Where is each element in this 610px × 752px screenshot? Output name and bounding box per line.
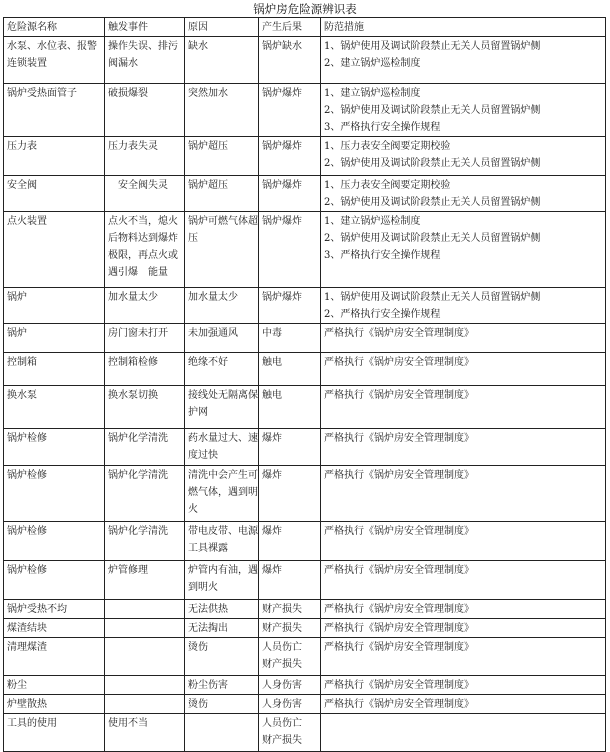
cell-text: 药水量过大、速度过快: [188, 433, 258, 461]
cell-hazard: [4, 137, 105, 176]
cell-text: 锅炉爆炸: [262, 141, 302, 152]
cell-text: 严格执行《锅炉房安全管理制度》: [324, 470, 474, 481]
cell-text: 1、锅炉使用及调试阶段禁止无关人员留置锅炉侧: [324, 41, 541, 52]
cell-text: 清理煤渣: [7, 642, 47, 653]
cell-text: 工具的使用: [7, 718, 57, 729]
cell-text: 严格执行《锅炉房安全管理制度》: [324, 699, 474, 710]
table-row: [4, 466, 606, 522]
cell-hazard: [4, 353, 105, 386]
cell-trigger: [105, 37, 185, 84]
cell-consequence: [259, 288, 321, 324]
cell-text: 严格执行《锅炉房安全管理制度》: [324, 604, 474, 615]
cell-text: 人员伤亡: [262, 642, 302, 653]
cell-trigger: [105, 619, 185, 638]
cell-consequence: [259, 466, 321, 522]
cell-text: 加水量太少: [108, 292, 158, 303]
cell-text: 2、严格执行安全操作规程: [324, 309, 441, 320]
cell-text: 带电皮带、电源工具裸露: [188, 526, 258, 554]
cell-hazard: [4, 429, 105, 466]
cell-text: 房门窗未打开: [108, 328, 168, 339]
cell-text: 触电: [262, 357, 282, 368]
table-row: [4, 638, 606, 676]
cell-text: 2、锅炉使用及调试阶段禁止无关人员留置锅炉侧: [324, 197, 541, 208]
cell-measures: [321, 600, 606, 619]
cell-text: 换水泵切换: [108, 390, 158, 401]
table-body: [4, 37, 606, 752]
cell-cause: [185, 695, 259, 714]
cell-consequence: [259, 212, 321, 288]
cell-measures: [321, 353, 606, 386]
cell-text: 锅炉化学清洗: [108, 526, 168, 537]
cell-trigger: [105, 324, 185, 353]
cell-text: 3、严格执行安全操作规程: [324, 122, 441, 133]
cell-cause: [185, 522, 259, 561]
table-row: [4, 137, 606, 176]
cell-text: 爆炸: [262, 526, 282, 537]
cell-text: 严格执行《锅炉房安全管理制度》: [324, 357, 474, 368]
cell-text: 财产损失: [262, 623, 302, 634]
cell-text: 烫伤: [188, 699, 208, 710]
cell-text: 绝缘不好: [188, 357, 228, 368]
cell-consequence: [259, 137, 321, 176]
cell-trigger: [105, 353, 185, 386]
cell-text: 炉管修理: [108, 565, 148, 576]
table-row: [4, 600, 606, 619]
cell-text: 安全阀: [7, 180, 37, 191]
table-row: [4, 561, 606, 600]
table-row: [4, 353, 606, 386]
cell-consequence: [259, 84, 321, 137]
cell-text: 水泵、水位表、报警连锁装置: [7, 41, 97, 69]
cell-text: 点火不当，熄火后物料达到爆炸极限，再点火或遇引爆 能量: [108, 216, 178, 278]
cell-consequence: [259, 429, 321, 466]
cell-text: 锅炉爆炸: [262, 180, 302, 191]
cell-text: 锅炉检修: [7, 470, 47, 481]
cell-text: 锅炉超压: [188, 180, 228, 191]
cell-consequence: [259, 386, 321, 429]
cell-cause: [185, 386, 259, 429]
table-row: [4, 429, 606, 466]
header-cell-trigger: 触发事件: [105, 18, 185, 37]
table-row: [4, 714, 606, 752]
cell-cause: [185, 37, 259, 84]
cell-text: 加水量太少: [188, 292, 238, 303]
cell-consequence: [259, 695, 321, 714]
table-row: [4, 37, 606, 84]
cell-text: 人身伤害: [262, 699, 302, 710]
cell-consequence: [259, 324, 321, 353]
cell-text: 无法掏出: [188, 623, 228, 634]
cell-text: 炉壁散热: [7, 699, 47, 710]
cell-consequence: [259, 638, 321, 676]
cell-cause: [185, 324, 259, 353]
cell-text: 触电: [262, 390, 282, 401]
cell-text: 清洗中会产生可燃气体，遇到明火: [188, 470, 258, 515]
cell-hazard: [4, 37, 105, 84]
cell-trigger: [105, 176, 185, 212]
cell-measures: [321, 386, 606, 429]
header-row: [4, 18, 606, 37]
cell-cause: [185, 561, 259, 600]
cell-measures: [321, 466, 606, 522]
cell-cause: [185, 288, 259, 324]
cell-cause: [185, 137, 259, 176]
cell-text: 1、压力表安全阀要定期校验: [324, 180, 451, 191]
cell-cause: [185, 600, 259, 619]
cell-measures: [321, 84, 606, 137]
cell-hazard: [4, 695, 105, 714]
cell-hazard: [4, 676, 105, 695]
cell-text: 缺水: [188, 41, 208, 52]
cell-text: 压力表: [7, 141, 37, 152]
cell-text: 2、锅炉使用及调试阶段禁止无关人员留置锅炉侧: [324, 158, 541, 169]
cell-text: 使用不当: [108, 718, 148, 729]
cell-text: 1、建立锅炉巡检制度: [324, 88, 421, 99]
cell-measures: [321, 324, 606, 353]
cell-text: 中毒: [262, 328, 282, 339]
cell-hazard: [4, 619, 105, 638]
cell-hazard: [4, 324, 105, 353]
cell-text: 烫伤: [188, 642, 208, 653]
cell-text: 操作失误、排污阀漏水: [108, 41, 178, 69]
cell-trigger: [105, 212, 185, 288]
table-row: [4, 522, 606, 561]
table-row: [4, 676, 606, 695]
cell-measures: [321, 137, 606, 176]
document-title: 锅炉房危险源辨识表: [253, 2, 357, 16]
cell-text: 财产损失: [262, 604, 302, 615]
cell-text: 财产损失: [262, 735, 302, 746]
cell-text: 2、建立锅炉巡检制度: [324, 58, 421, 69]
cell-measures: [321, 288, 606, 324]
cell-cause: [185, 714, 259, 752]
cell-consequence: [259, 600, 321, 619]
cell-consequence: [259, 619, 321, 638]
cell-text: 严格执行《锅炉房安全管理制度》: [324, 642, 474, 653]
cell-trigger: [105, 522, 185, 561]
cell-text: 爆炸: [262, 470, 282, 481]
cell-hazard: [4, 638, 105, 676]
cell-text: 严格执行《锅炉房安全管理制度》: [324, 623, 474, 634]
cell-trigger: [105, 600, 185, 619]
cell-text: 控制箱检修: [108, 357, 158, 368]
cell-hazard: [4, 386, 105, 429]
cell-text: 未加强通风: [188, 328, 238, 339]
cell-cause: [185, 466, 259, 522]
cell-text: 炉管内有油，遇到明火: [188, 565, 258, 593]
cell-text: 突然加水: [188, 88, 228, 99]
cell-hazard: [4, 84, 105, 137]
cell-text: 锅炉爆炸: [262, 88, 302, 99]
cell-text: 接线处无隔离保护网: [188, 390, 258, 418]
table-row: [4, 619, 606, 638]
table-row: [4, 176, 606, 212]
cell-text: 锅炉检修: [7, 526, 47, 537]
cell-hazard: [4, 212, 105, 288]
cell-hazard: [4, 466, 105, 522]
cell-text: 2、锅炉使用及调试阶段禁止无关人员留置锅炉侧: [324, 233, 541, 244]
cell-measures: [321, 638, 606, 676]
cell-text: 粉尘伤害: [188, 680, 228, 691]
cell-text: 人员伤亡: [262, 718, 302, 729]
cell-text: 锅炉受热不均: [7, 604, 67, 615]
cell-measures: [321, 714, 606, 752]
cell-measures: [321, 429, 606, 466]
cell-consequence: [259, 176, 321, 212]
cell-text: 严格执行《锅炉房安全管理制度》: [324, 328, 474, 339]
cell-text: 2、锅炉使用及调试阶段禁止无关人员留置锅炉侧: [324, 105, 541, 116]
cell-trigger: [105, 137, 185, 176]
cell-text: 锅炉: [7, 328, 27, 339]
cell-hazard: [4, 600, 105, 619]
cell-text: 锅炉受热面管子: [7, 88, 77, 99]
table-row: [4, 695, 606, 714]
cell-text: 锅炉化学清洗: [108, 470, 168, 481]
cell-measures: [321, 676, 606, 695]
cell-text: 爆炸: [262, 433, 282, 444]
cell-trigger: [105, 695, 185, 714]
cell-text: 安全阀失灵: [108, 180, 168, 191]
cell-measures: [321, 176, 606, 212]
cell-trigger: [105, 466, 185, 522]
cell-cause: [185, 176, 259, 212]
cell-hazard: [4, 522, 105, 561]
cell-cause: [185, 353, 259, 386]
header-cell-hazard: 危险源名称: [4, 18, 105, 37]
cell-trigger: [105, 638, 185, 676]
cell-hazard: [4, 288, 105, 324]
cell-text: 点火装置: [7, 216, 47, 227]
cell-text: 煤渣结块: [7, 623, 47, 634]
cell-trigger: [105, 561, 185, 600]
cell-trigger: [105, 386, 185, 429]
table-row: [4, 386, 606, 429]
cell-text: 1、锅炉使用及调试阶段禁止无关人员留置锅炉侧: [324, 292, 541, 303]
cell-trigger: [105, 429, 185, 466]
cell-cause: [185, 429, 259, 466]
cell-trigger: [105, 676, 185, 695]
cell-text: 锅炉检修: [7, 433, 47, 444]
cell-text: 锅炉: [7, 292, 27, 303]
cell-consequence: [259, 522, 321, 561]
cell-cause: [185, 676, 259, 695]
cell-text: 锅炉可燃气体超压: [188, 216, 258, 244]
cell-text: 爆炸: [262, 565, 282, 576]
cell-text: 严格执行《锅炉房安全管理制度》: [324, 526, 474, 537]
cell-measures: [321, 695, 606, 714]
cell-text: 3、严格执行安全操作规程: [324, 250, 441, 261]
cell-cause: [185, 84, 259, 137]
cell-cause: [185, 619, 259, 638]
cell-measures: [321, 37, 606, 84]
cell-text: 锅炉爆炸: [262, 216, 302, 227]
cell-measures: [321, 561, 606, 600]
cell-text: 粉尘: [7, 680, 27, 691]
header-cell-consequence: 产生后果: [259, 18, 321, 37]
cell-text: 严格执行《锅炉房安全管理制度》: [324, 565, 474, 576]
cell-text: 无法供热: [188, 604, 228, 615]
cell-text: 1、压力表安全阀要定期校验: [324, 141, 451, 152]
cell-text: 锅炉缺水: [262, 41, 302, 52]
cell-text: 控制箱: [7, 357, 37, 368]
cell-hazard: [4, 714, 105, 752]
cell-text: 破损爆裂: [108, 88, 148, 99]
cell-consequence: [259, 37, 321, 84]
cell-text: 人身伤害: [262, 680, 302, 691]
cell-consequence: [259, 714, 321, 752]
cell-measures: [321, 212, 606, 288]
cell-text: 严格执行《锅炉房安全管理制度》: [324, 390, 474, 401]
table-row: [4, 84, 606, 137]
cell-text: 压力表失灵: [108, 141, 158, 152]
cell-measures: [321, 619, 606, 638]
cell-text: 1、建立锅炉巡检制度: [324, 216, 421, 227]
cell-trigger: [105, 288, 185, 324]
header-cell-cause: 原因: [185, 18, 259, 37]
cell-text: 锅炉爆炸: [262, 292, 302, 303]
cell-hazard: [4, 176, 105, 212]
table-row: [4, 212, 606, 288]
cell-text: 换水泵: [7, 390, 37, 401]
cell-text: 锅炉超压: [188, 141, 228, 152]
header-cell-measures: 防范措施: [321, 18, 606, 37]
table-row: [4, 288, 606, 324]
cell-cause: [185, 638, 259, 676]
cell-text: 严格执行《锅炉房安全管理制度》: [324, 433, 474, 444]
cell-hazard: [4, 561, 105, 600]
cell-consequence: [259, 561, 321, 600]
cell-trigger: [105, 714, 185, 752]
hazard-table: [3, 17, 606, 752]
table-row: [4, 324, 606, 353]
cell-measures: [321, 522, 606, 561]
cell-text: 严格执行《锅炉房安全管理制度》: [324, 680, 474, 691]
cell-cause: [185, 212, 259, 288]
cell-consequence: [259, 353, 321, 386]
cell-text: 锅炉化学清洗: [108, 433, 168, 444]
cell-text: 锅炉检修: [7, 565, 47, 576]
cell-consequence: [259, 676, 321, 695]
cell-trigger: [105, 84, 185, 137]
cell-text: 财产损失: [262, 659, 302, 670]
